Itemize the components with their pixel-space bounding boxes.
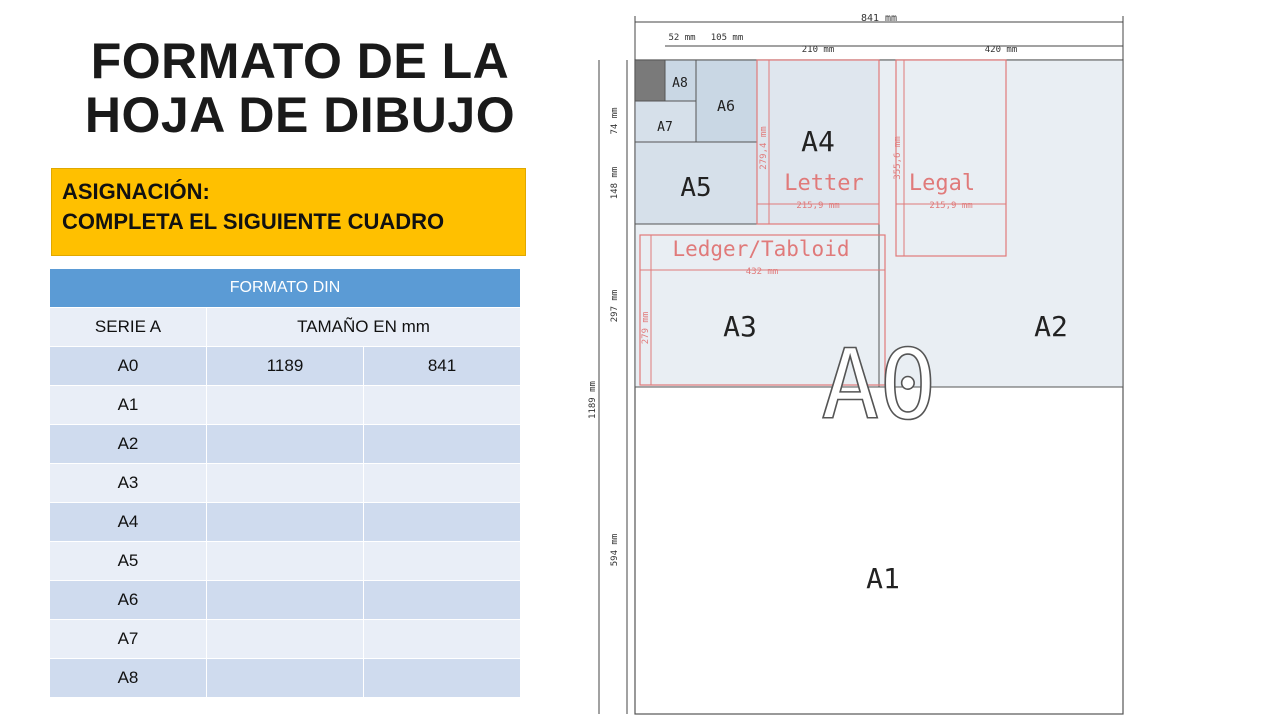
label-a1: A1 xyxy=(866,562,900,595)
dim-420: 420 mm xyxy=(984,45,1018,55)
row-size-a[interactable] xyxy=(207,425,364,464)
table-row xyxy=(50,425,521,464)
row-size-b[interactable] xyxy=(364,581,521,620)
dim-52: 52 mm xyxy=(668,33,696,43)
page-title xyxy=(40,34,560,142)
row-size-b[interactable]: 841 xyxy=(364,347,521,386)
dim-279-4: 279,4 mm xyxy=(759,126,769,170)
row-size-a[interactable] xyxy=(207,620,364,659)
row-size-b[interactable] xyxy=(364,425,521,464)
dim-355-6: 355,6 mm xyxy=(893,136,903,180)
row-name: A1 xyxy=(50,386,207,425)
row-size-a[interactable] xyxy=(207,503,364,542)
title-line-2: HOJA DE DIBUJO xyxy=(84,87,516,143)
assignment-line-2: COMPLETA EL SIGUIENTE CUADRO xyxy=(62,209,445,234)
table-row xyxy=(50,503,521,542)
row-name: A4 xyxy=(50,503,207,542)
row-name: A5 xyxy=(50,542,207,581)
row-size-b[interactable] xyxy=(364,542,521,581)
row-size-b[interactable] xyxy=(364,620,521,659)
dim-148: 148 mm xyxy=(610,166,620,200)
label-letter: Letter xyxy=(784,171,864,196)
label-legal: Legal xyxy=(908,171,976,196)
table-row xyxy=(50,581,521,620)
label-a0: A0 xyxy=(821,329,937,441)
dim-841: 841 mm xyxy=(860,13,898,24)
label-a2: A2 xyxy=(1034,310,1068,343)
table-row xyxy=(50,542,521,581)
paper-size-diagram xyxy=(585,8,1145,718)
assignment-line-1: ASIGNACIÓN: xyxy=(62,179,210,204)
row-name: A3 xyxy=(50,464,207,503)
label-a8: A8 xyxy=(672,76,688,91)
label-ledger: Ledger/Tabloid xyxy=(672,237,850,261)
table-row xyxy=(50,659,521,698)
row-name: A6 xyxy=(50,581,207,620)
table-row xyxy=(50,347,521,386)
row-size-a[interactable] xyxy=(207,386,364,425)
dim-432: 432 mm xyxy=(745,267,779,277)
dim-1189: 1189 mm xyxy=(588,381,598,419)
dim-215-9-legal: 215,9 mm xyxy=(929,201,973,211)
dim-279: 279 mm xyxy=(641,311,651,345)
assignment-box xyxy=(51,168,526,256)
table-row xyxy=(50,464,521,503)
din-format-table xyxy=(49,268,521,698)
row-size-a[interactable] xyxy=(207,542,364,581)
row-name: A2 xyxy=(50,425,207,464)
dim-297: 297 mm xyxy=(610,289,620,323)
dim-74: 74 mm xyxy=(610,107,620,135)
row-size-a[interactable] xyxy=(207,464,364,503)
row-size-a[interactable] xyxy=(207,581,364,620)
dim-594: 594 mm xyxy=(610,533,620,567)
row-name: A8 xyxy=(50,659,207,698)
column-serie-a: SERIE A xyxy=(50,308,207,347)
row-size-b[interactable] xyxy=(364,659,521,698)
row-size-a[interactable]: 1189 xyxy=(207,347,364,386)
row-name: A0 xyxy=(50,347,207,386)
dim-105: 105 mm xyxy=(710,33,744,43)
region-a8-dark xyxy=(635,60,665,101)
row-name: A7 xyxy=(50,620,207,659)
label-a3: A3 xyxy=(723,310,757,343)
dim-210: 210 mm xyxy=(801,45,835,55)
table-header: FORMATO DIN xyxy=(50,269,521,308)
dim-215-9-letter: 215,9 mm xyxy=(796,201,840,211)
label-a4: A4 xyxy=(801,125,835,158)
table-row xyxy=(50,386,521,425)
row-size-b[interactable] xyxy=(364,503,521,542)
row-size-a[interactable] xyxy=(207,659,364,698)
label-a5: A5 xyxy=(680,173,712,203)
table-row xyxy=(50,620,521,659)
label-a7: A7 xyxy=(657,120,673,135)
column-size: TAMAÑO EN mm xyxy=(207,308,521,347)
label-a6: A6 xyxy=(716,97,736,115)
row-size-b[interactable] xyxy=(364,464,521,503)
title-line-1: FORMATO DE LA xyxy=(90,33,510,89)
row-size-b[interactable] xyxy=(364,386,521,425)
